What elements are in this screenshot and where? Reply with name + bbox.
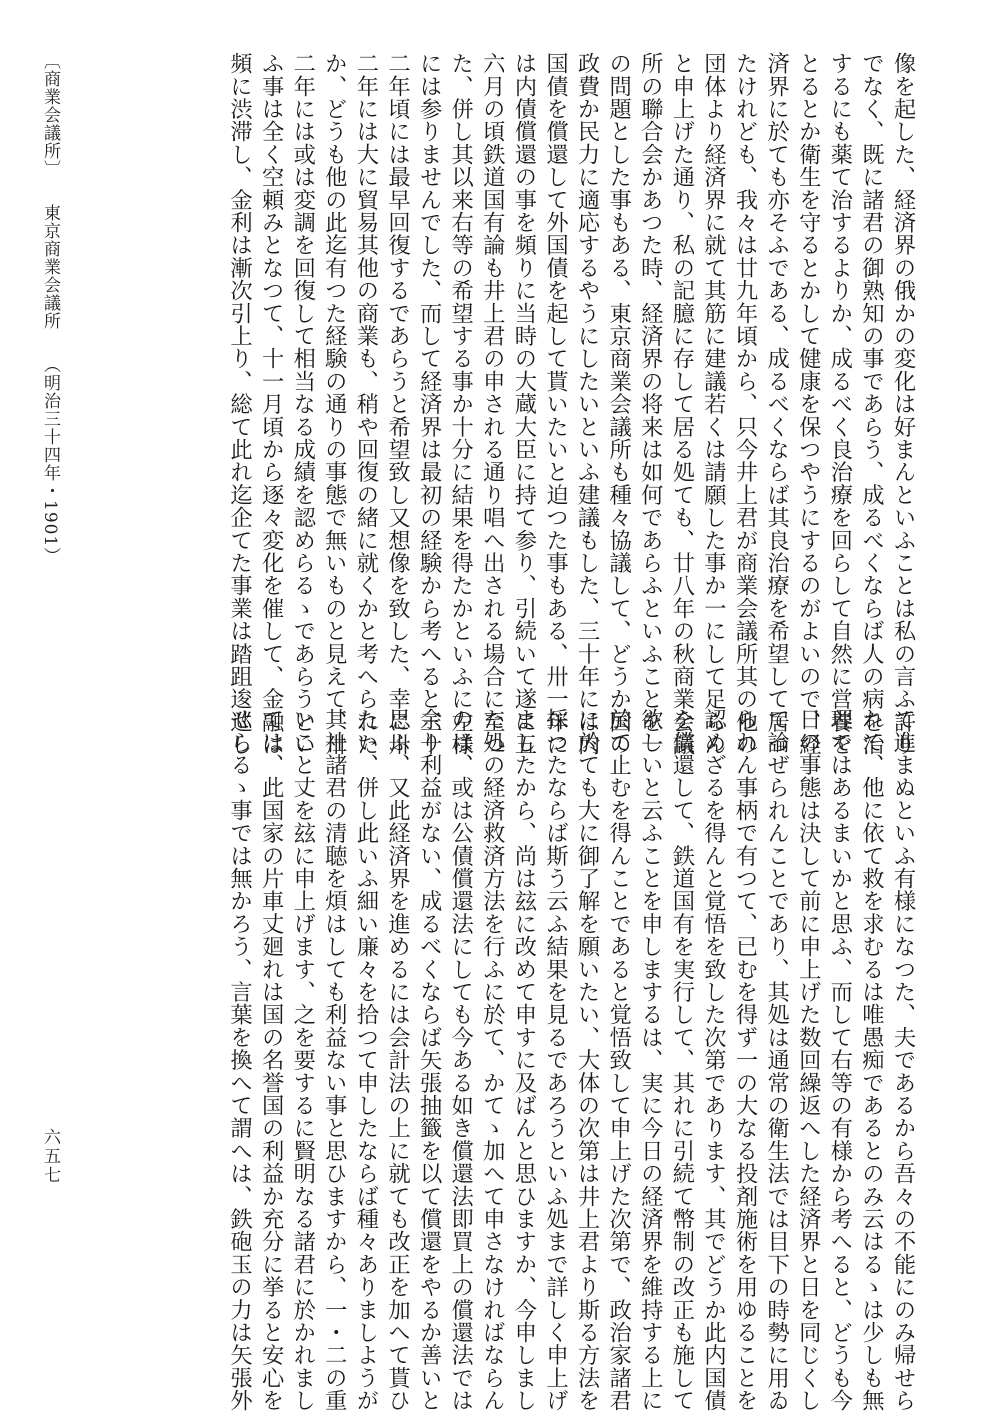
lower-text-line: 採つたならば斯う云ふ結果を見るであろうといふ処まで詳しく申上げ — [542, 708, 569, 1412]
lower-text-block — [223, 708, 918, 1412]
lower-text-line: て進まぬといふ有様になつた、夫であるから吾々の不能にのみ帰せら — [890, 708, 916, 1412]
upper-text-line: たけれども、我々は廿九年頃から、只今井上君が商業会議所其の他の — [732, 52, 759, 756]
lower-text-line: 其社諸君の清聴を煩はしても利益ない事と思ひますから、一・二の重 — [321, 708, 348, 1412]
footer-section: 〔商業会議所〕 — [40, 52, 60, 178]
upper-text-line: 二年には大に貿易其他の商業も、稍や回復の緒に就くかと考へられた — [352, 52, 379, 756]
lower-text-line: れて、他に依て救を求むるは唯愚痴であるとのみ云はるゝは少しも無 — [858, 708, 885, 1412]
upper-text-line: か、どうも他の此迄有つた経験の通りの事態で無いものと見えて、卅 — [321, 52, 348, 756]
upper-text-line: 団体より経済界に就て其筋に建議若くは請願した事か一にして足らん — [700, 52, 727, 756]
lower-text-line: せらるゝ事では無かろう、言葉を換へて謂へは、鉄砲玉の力は矢張外 — [226, 708, 253, 1412]
upper-text-line: は内債償還の事を頻りに当時の大蔵大臣に持て参り、引続いて遂に五 — [510, 52, 537, 756]
upper-text-line: には参りませんでした、而して経済界は最初の経験から考へると三十 — [416, 52, 443, 756]
upper-text-line: 像を起した、経済界の俄かの変化は好まんといふことは私の言ふ許り — [890, 52, 916, 756]
footer-publisher: 東京商業会議所 — [40, 204, 60, 330]
lower-text-line: 欲しいと云ふことを申しまするは、実に今日の経済界を維持する上に — [637, 708, 664, 1412]
lower-text-line: を償還して、鉄道国有を実行して、其れに引続て幣制の改正も施して — [668, 708, 695, 1412]
upper-text-line: とるとか衛生を守るとかして健康を保つやうにするのがよいので、経 — [795, 52, 822, 756]
upper-text-line: するにも薬て治するよりか、成るべく良治療を回らして自然に営養を — [826, 52, 853, 756]
lower-text-line: のは、或は公債償還法にしても今ある如き償還法即買上の償還法では — [447, 708, 474, 1412]
lower-text-line: た処の経済救済方法を行ふに於て、かてゝ加へて申さなければならん — [479, 708, 506, 1412]
lower-text-line: 日の事態は決して前に申上げた数回繰返へした経済界と日を同じくし — [795, 708, 822, 1412]
lower-text-line: 理ではあるまいかと思ふ、而して右等の有様から考へると、どうも今 — [826, 708, 853, 1412]
upper-text-line: 国債を償還して外国債を起して貰いたいと迫つた事もある、卅一年に — [542, 52, 569, 756]
lower-text-line: いこと丈を玆に申上げます、之を要するに賢明なる諸君に於かれまし — [289, 708, 316, 1412]
upper-text-line: 政費か民力に適応するやうにしたいといふ建議もした、三十年には内 — [574, 52, 601, 756]
upper-text-line: 六月の頃鉄道国有論も井上君の申される通り唱へ出される場合に至つ — [479, 52, 506, 756]
upper-text-line: でなく、既に諸君の御熟知の事であらう、成るべくならば人の病を治 — [858, 52, 885, 756]
running-footer — [38, 52, 63, 565]
lower-text-line: ましたから、尚は玆に改めて申すに及ばんと思ひますか、今申しまし — [510, 708, 537, 1412]
upper-text-line: 二年頃には最早回復するであらうと希望致し又想像を致した、幸に卅 — [384, 52, 411, 756]
lower-text-line: 思ふ、又此経済界を進めるには会計法の上に就ても改正を加へて貰ひ — [384, 708, 411, 1412]
lower-text-line: たい、併し此いふ細い廉々を拾つて申したならば種々ありましようが — [352, 708, 379, 1412]
lower-text-line: 認めざるを得んと覚悟を致した次第であります、其でどうか此内国債 — [700, 708, 727, 1412]
upper-text-line: 所の聯合会かあつた時、経済界の将来は如何であらふといふことを一 — [637, 52, 664, 756]
page-number: 六五七 — [40, 1128, 60, 1185]
upper-text-line: た、併し其以来右等の希望する事か十分に結果を得たかといふに左様 — [447, 52, 474, 756]
upper-text-line: と申上げた通り、私の記臆に存して居る処ても、廿八年の秋商業会議 — [668, 52, 695, 756]
footer-date: （明治三十四年・1901） — [40, 356, 60, 566]
lower-text-line: ては、此国家の片車丈廻れは国の名誉国の利益か充分に挙ると安心を — [258, 708, 285, 1412]
lower-text-line: られん事柄で有つて、已むを得ず一の大なる投剤施術を用ゆることを — [732, 708, 759, 1412]
lower-text-line: に於ても大に御了解を願いたい、大体の次第は井上君より斯る方法を — [574, 708, 601, 1412]
lower-text-line: て論ぜられんことであり、其処は通常の衛生法では目下の時勢に用ゐ — [763, 708, 790, 1412]
lower-text-line: 余り利益がない、成るべくならば矢張抽籤を以て償還をやるか善いと — [416, 708, 443, 1412]
upper-text-line: 済界に於ても亦そふである、成るべくならば其良治療を希望して居つ — [763, 52, 790, 756]
upper-text-line: ふ事は全く空頼みとなつて、十一月頃から逐々変化を催して、金融は — [258, 52, 285, 756]
lower-text-line: 於て止むを得んことであると覚悟致して申上げた次第で、政治家諸君 — [605, 708, 632, 1412]
upper-text-line: 二年には或は変調を回復して相当なる成績を認めらるゝであらうとい — [289, 52, 316, 756]
upper-text-block — [223, 52, 918, 756]
upper-text-line: 頻に渋滞し、金利は漸次引上り、総て此れ迄企てた事業は踏跙逡巡し — [226, 52, 253, 756]
upper-text-line: の問題とした事もある、東京商業会議所も種々協議して、どうか国の — [605, 52, 632, 756]
